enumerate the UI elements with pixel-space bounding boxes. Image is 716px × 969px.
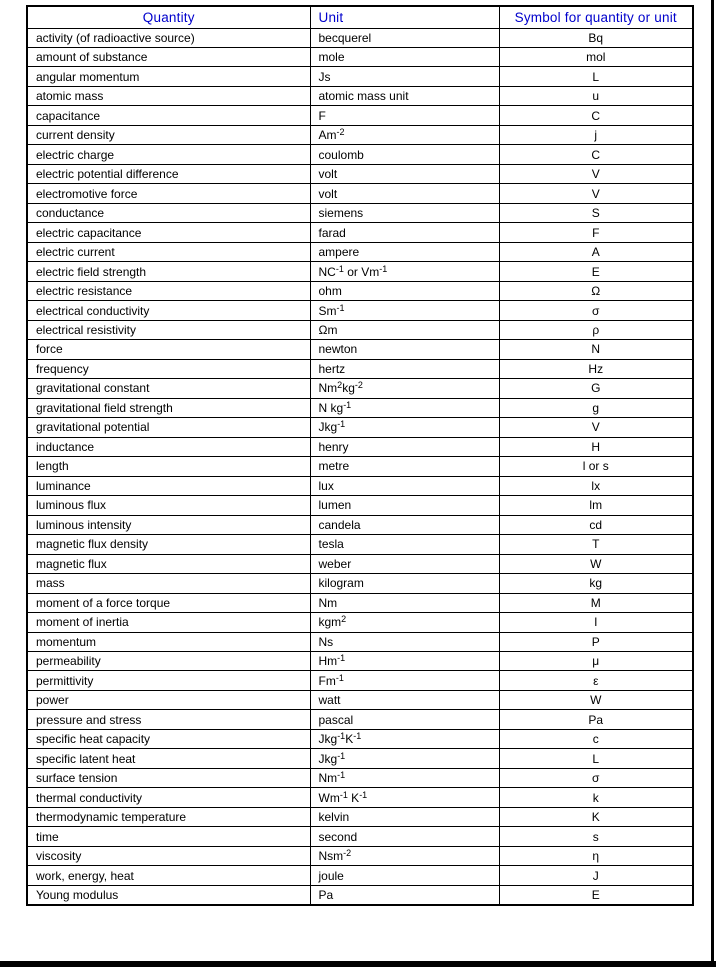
table-row <box>27 515 693 534</box>
symbol-cell: G <box>499 379 693 398</box>
quantity-cell: electric resistance <box>27 281 310 300</box>
table-row <box>27 379 693 398</box>
symbol-cell: lm <box>499 496 693 515</box>
quantity-cell: specific heat capacity <box>27 729 310 748</box>
table-row <box>27 554 693 573</box>
symbol-cell: Ω <box>499 281 693 300</box>
table-row <box>27 437 693 456</box>
unit-cell: $Hm^{-1}$ <box>310 652 499 671</box>
symbol-cell: σ <box>499 768 693 787</box>
symbol-cell: cd <box>499 515 693 534</box>
symbol-cell: N <box>499 340 693 359</box>
table-row <box>27 632 693 651</box>
table-row <box>27 86 693 105</box>
symbol-cell: E <box>499 885 693 905</box>
unit-cell: $Nm^2kg^{-2}$ <box>310 379 499 398</box>
symbol-cell: L <box>499 67 693 86</box>
unit-exponent: -1 <box>337 770 346 781</box>
unit-exponent: -1 <box>343 399 352 410</box>
symbol-cell: j <box>499 125 693 144</box>
symbol-cell: J <box>499 866 693 885</box>
unit-exponent: -1 <box>335 672 344 683</box>
symbol-cell: W <box>499 554 693 573</box>
unit-cell: Nm <box>310 593 499 612</box>
table-row <box>27 476 693 495</box>
table-row <box>27 749 693 768</box>
unit-cell: lux <box>310 476 499 495</box>
table-row <box>27 652 693 671</box>
unit-exponent: -1 <box>337 419 346 430</box>
table-row <box>27 613 693 632</box>
symbol-cell: kg <box>499 574 693 593</box>
unit-cell: $Jkg^{-1}K^{-1}$ <box>310 729 499 748</box>
quantity-cell: magnetic flux <box>27 554 310 573</box>
table-row <box>27 827 693 846</box>
quantity-cell: electric current <box>27 242 310 261</box>
quantity-cell: length <box>27 457 310 476</box>
unit-cell: tesla <box>310 535 499 554</box>
quantity-cell: surface tension <box>27 768 310 787</box>
quantity-cell: activity (of radioactive source) <box>27 28 310 47</box>
symbol-cell: V <box>499 164 693 183</box>
unit-cell: $Am^{-2}$ <box>310 125 499 144</box>
table-row <box>27 710 693 729</box>
table-row <box>27 125 693 144</box>
quantity-cell: current density <box>27 125 310 144</box>
symbol-cell: ε <box>499 671 693 690</box>
quantity-cell: atomic mass <box>27 86 310 105</box>
symbol-cell: F <box>499 223 693 242</box>
symbol-cell: E <box>499 262 693 281</box>
table-row <box>27 690 693 709</box>
quantity-cell: specific latent heat <box>27 749 310 768</box>
unit-cell: Js <box>310 67 499 86</box>
quantity-cell: moment of inertia <box>27 613 310 632</box>
unit-exponent: -1 <box>336 302 345 313</box>
symbol-cell: A <box>499 242 693 261</box>
quantity-cell: gravitational constant <box>27 379 310 398</box>
table-row <box>27 47 693 66</box>
unit-cell: candela <box>310 515 499 534</box>
table-row <box>27 340 693 359</box>
quantity-cell: permeability <box>27 652 310 671</box>
unit-cell: coulomb <box>310 145 499 164</box>
table-row <box>27 574 693 593</box>
table-row <box>27 846 693 865</box>
symbol-cell: Pa <box>499 710 693 729</box>
unit-cell: Ns <box>310 632 499 651</box>
quantity-cell: electric capacitance <box>27 223 310 242</box>
unit-cell: hertz <box>310 359 499 378</box>
unit-cell: Nsm$^{-2}$ <box>310 846 499 865</box>
symbol-cell: K <box>499 807 693 826</box>
quantity-cell: luminous flux <box>27 496 310 515</box>
quantity-cell: electric potential difference <box>27 164 310 183</box>
unit-cell: volt <box>310 164 499 183</box>
symbol-cell: Hz <box>499 359 693 378</box>
symbol-cell: Bq <box>499 28 693 47</box>
table-row <box>27 320 693 339</box>
table-row <box>27 262 693 281</box>
symbol-cell: η <box>499 846 693 865</box>
table-body <box>27 28 693 905</box>
symbol-cell: μ <box>499 652 693 671</box>
unit-cell: farad <box>310 223 499 242</box>
quantity-cell: moment of a force torque <box>27 593 310 612</box>
unit-cell: F <box>310 106 499 125</box>
quantity-cell: electric charge <box>27 145 310 164</box>
unit-cell: metre <box>310 457 499 476</box>
unit-exponent: -1 <box>339 789 348 800</box>
table-row <box>27 398 693 417</box>
table-row <box>27 203 693 222</box>
unit-cell: weber <box>310 554 499 573</box>
quantity-cell: luminous intensity <box>27 515 310 534</box>
header-row <box>27 6 693 28</box>
quantity-cell: gravitational potential <box>27 418 310 437</box>
page-edge-line-right <box>711 0 714 967</box>
quantity-cell: mass <box>27 574 310 593</box>
quantity-cell: electrical resistivity <box>27 320 310 339</box>
quantity-cell: viscosity <box>27 846 310 865</box>
quantity-cell: electromotive force <box>27 184 310 203</box>
unit-cell: $NC^{-1}$ or $Vm^{-1}$ <box>310 262 499 281</box>
unit-cell: $Nm^{-1}$ <box>310 768 499 787</box>
unit-cell: siemens <box>310 203 499 222</box>
table-row <box>27 788 693 807</box>
table-row <box>27 106 693 125</box>
quantity-cell: force <box>27 340 310 359</box>
quantity-cell: amount of substance <box>27 47 310 66</box>
quantity-cell: Young modulus <box>27 885 310 905</box>
symbol-cell: σ <box>499 301 693 320</box>
unit-cell: ampere <box>310 242 499 261</box>
unit-cell: atomic mass unit <box>310 86 499 105</box>
unit-cell: N $kg^{-1}$ <box>310 398 499 417</box>
table-row <box>27 184 693 203</box>
unit-cell: Jkg$^{-1}$ <box>310 418 499 437</box>
table-row <box>27 457 693 476</box>
table-row <box>27 866 693 885</box>
unit-cell: newton <box>310 340 499 359</box>
table-row <box>27 359 693 378</box>
unit-cell: watt <box>310 690 499 709</box>
symbol-cell: I <box>499 613 693 632</box>
unit-cell: kelvin <box>310 807 499 826</box>
unit-cell: ohm <box>310 281 499 300</box>
symbol-cell: mol <box>499 47 693 66</box>
unit-exponent: 2 <box>341 614 347 625</box>
unit-cell: $Wm^{-1}$ $K^{-1}$ <box>310 788 499 807</box>
page-edge-bar-bottom <box>0 961 716 967</box>
table-row <box>27 28 693 47</box>
table-row <box>27 418 693 437</box>
unit-cell: $Fm^{-1}$ <box>310 671 499 690</box>
quantity-cell: magnetic flux density <box>27 535 310 554</box>
quantity-cell: luminance <box>27 476 310 495</box>
symbol-cell: W <box>499 690 693 709</box>
symbol-cell: g <box>499 398 693 417</box>
table-row <box>27 593 693 612</box>
table-row <box>27 281 693 300</box>
quantity-cell: pressure and stress <box>27 710 310 729</box>
unit-cell: kilogram <box>310 574 499 593</box>
table-row <box>27 242 693 261</box>
table-row <box>27 145 693 164</box>
unit-exponent: -1 <box>335 263 344 274</box>
quantity-cell: momentum <box>27 632 310 651</box>
column-header-unit: Unit <box>310 6 499 28</box>
quantity-cell: time <box>27 827 310 846</box>
table-row <box>27 885 693 905</box>
symbol-cell: L <box>499 749 693 768</box>
column-header-quantity: Quantity <box>27 6 310 28</box>
quantity-cell: electrical conductivity <box>27 301 310 320</box>
table-row <box>27 496 693 515</box>
quantities-table <box>26 5 694 906</box>
symbol-cell: c <box>499 729 693 748</box>
unit-cell: becquerel <box>310 28 499 47</box>
unit-exponent: -1 <box>337 750 346 761</box>
quantity-cell: gravitational field strength <box>27 398 310 417</box>
symbol-cell: H <box>499 437 693 456</box>
symbol-cell: V <box>499 418 693 437</box>
quantity-cell: work, energy, heat <box>27 866 310 885</box>
symbol-cell: V <box>499 184 693 203</box>
symbol-cell: T <box>499 535 693 554</box>
unit-exponent: 2 <box>337 380 343 391</box>
quantity-cell: conductance <box>27 203 310 222</box>
table-row <box>27 164 693 183</box>
quantity-cell: angular momentum <box>27 67 310 86</box>
unit-cell: henry <box>310 437 499 456</box>
symbol-cell: C <box>499 145 693 164</box>
unit-exponent: -2 <box>354 380 363 391</box>
unit-cell: volt <box>310 184 499 203</box>
quantity-cell: frequency <box>27 359 310 378</box>
quantity-cell: thermodynamic temperature <box>27 807 310 826</box>
table-row <box>27 301 693 320</box>
unit-exponent: -1 <box>337 731 346 742</box>
table-row <box>27 671 693 690</box>
column-header-symbol: Symbol for quantity or unit <box>499 6 693 28</box>
unit-exponent: -1 <box>379 263 388 274</box>
table-row <box>27 223 693 242</box>
unit-cell: Pa <box>310 885 499 905</box>
symbol-cell: lx <box>499 476 693 495</box>
symbol-cell: s <box>499 827 693 846</box>
symbol-cell: k <box>499 788 693 807</box>
symbol-cell: S <box>499 203 693 222</box>
symbol-cell: M <box>499 593 693 612</box>
unit-exponent: -1 <box>359 789 368 800</box>
unit-cell: kgm$^2$ <box>310 613 499 632</box>
symbol-cell: C <box>499 106 693 125</box>
unit-cell: second <box>310 827 499 846</box>
symbol-cell: l or s <box>499 457 693 476</box>
table-row <box>27 807 693 826</box>
quantity-cell: thermal conductivity <box>27 788 310 807</box>
table-row <box>27 535 693 554</box>
unit-cell: Ωm <box>310 320 499 339</box>
quantity-cell: capacitance <box>27 106 310 125</box>
unit-exponent: -2 <box>336 127 345 138</box>
unit-exponent: -1 <box>353 731 362 742</box>
unit-cell: $Sm^{-1}$ <box>310 301 499 320</box>
quantity-cell: power <box>27 690 310 709</box>
unit-cell: pascal <box>310 710 499 729</box>
unit-exponent: -2 <box>343 848 352 859</box>
table-row <box>27 729 693 748</box>
unit-exponent: -1 <box>337 653 346 664</box>
table-row <box>27 67 693 86</box>
quantity-cell: electric field strength <box>27 262 310 281</box>
unit-cell: lumen <box>310 496 499 515</box>
table-row <box>27 768 693 787</box>
symbol-cell: u <box>499 86 693 105</box>
symbol-cell: P <box>499 632 693 651</box>
quantity-cell: permittivity <box>27 671 310 690</box>
quantity-cell: inductance <box>27 437 310 456</box>
unit-cell: joule <box>310 866 499 885</box>
symbol-cell: ρ <box>499 320 693 339</box>
unit-cell: Jkg$^{-1}$ <box>310 749 499 768</box>
unit-cell: mole <box>310 47 499 66</box>
